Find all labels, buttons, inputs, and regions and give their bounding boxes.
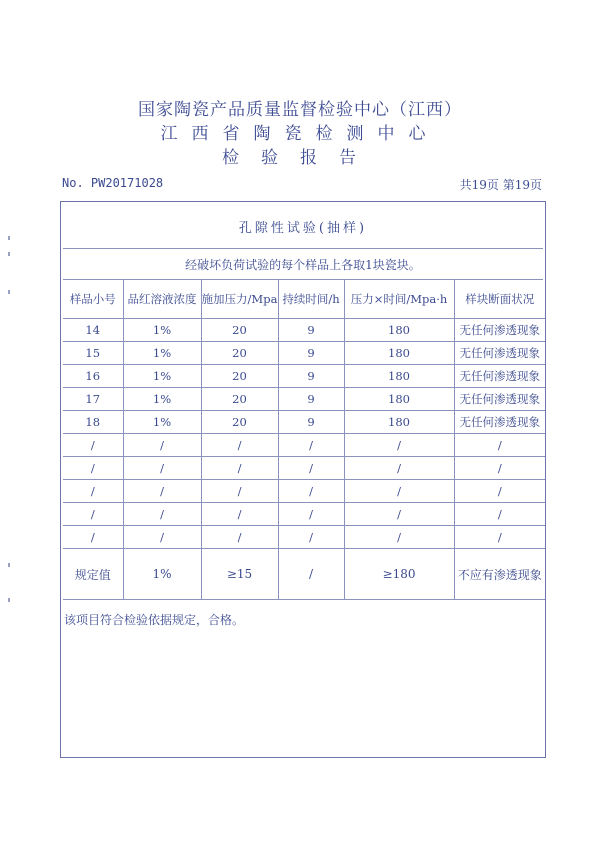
table-row <box>63 526 545 549</box>
report-number: No. PW20171028 <box>62 176 164 190</box>
margin-mark <box>8 563 10 567</box>
test-description: 经破坏负荷试验的每个样品上各取1块瓷块。 <box>63 249 543 280</box>
center-subname: 江西省陶瓷检测中心 <box>160 124 440 144</box>
table-cell: 1% <box>123 411 201 434</box>
table-cell: 无任何渗透现象 <box>454 411 545 434</box>
table-cell: / <box>344 526 454 549</box>
table-header-row <box>63 280 545 319</box>
margin-mark <box>8 290 10 294</box>
column-header: 施加压力/Mpa <box>201 280 278 319</box>
table-cell: 180 <box>344 319 454 342</box>
table-cell: / <box>63 480 123 503</box>
table-cell: 14 <box>63 319 123 342</box>
spec-cell: 1% <box>123 549 201 600</box>
table-cell: / <box>344 503 454 526</box>
table-cell: 1% <box>123 365 201 388</box>
spec-cell: 规定值 <box>63 549 123 600</box>
table-cell: / <box>454 457 545 480</box>
table-row <box>63 503 545 526</box>
table-cell: / <box>123 480 201 503</box>
table-row <box>63 342 545 365</box>
table-cell: 20 <box>201 365 278 388</box>
table-cell: / <box>63 526 123 549</box>
table-cell: / <box>344 434 454 457</box>
table-cell: 1% <box>123 388 201 411</box>
table-cell: 无任何渗透现象 <box>454 342 545 365</box>
column-header: 持续时间/h <box>278 280 344 319</box>
table-cell: / <box>454 526 545 549</box>
table-cell: / <box>278 503 344 526</box>
table-cell: 9 <box>278 388 344 411</box>
spec-cell: ≥15 <box>201 549 278 600</box>
table-cell: / <box>63 434 123 457</box>
table-cell: 15 <box>63 342 123 365</box>
column-header: 压力×时间/Mpa·h <box>344 280 454 319</box>
table-row <box>63 319 545 342</box>
margin-mark <box>8 236 10 240</box>
center-name: 国家陶瓷产品质量监督检验中心（江西） <box>138 100 462 120</box>
table-cell: 20 <box>201 411 278 434</box>
table-cell: / <box>201 480 278 503</box>
table-cell: 20 <box>201 319 278 342</box>
table-cell: / <box>201 457 278 480</box>
table-cell: 9 <box>278 411 344 434</box>
table-cell: 16 <box>63 365 123 388</box>
table-cell: / <box>201 434 278 457</box>
table-cell: 180 <box>344 342 454 365</box>
table-cell: / <box>278 457 344 480</box>
table-row <box>63 388 545 411</box>
table-cell: 无任何渗透现象 <box>454 365 545 388</box>
table-cell: 20 <box>201 342 278 365</box>
table-cell: / <box>278 526 344 549</box>
table-cell: 9 <box>278 365 344 388</box>
table-cell: 1% <box>123 342 201 365</box>
table-cell: / <box>123 457 201 480</box>
table-cell: 无任何渗透现象 <box>454 319 545 342</box>
test-title: 孔隙性试验(抽样) <box>63 204 543 249</box>
table-cell: 9 <box>278 319 344 342</box>
results-table <box>63 280 545 600</box>
spec-cell: / <box>278 549 344 600</box>
table-row <box>63 434 545 457</box>
table-cell: / <box>454 480 545 503</box>
table-cell: / <box>123 503 201 526</box>
report-frame <box>60 201 546 758</box>
table-cell: / <box>278 434 344 457</box>
table-cell: / <box>123 526 201 549</box>
table-cell: 无任何渗透现象 <box>454 388 545 411</box>
table-cell: 180 <box>344 365 454 388</box>
spec-cell: 不应有渗透现象 <box>454 549 545 600</box>
table-cell: / <box>201 503 278 526</box>
table-row <box>63 457 545 480</box>
table-cell: 17 <box>63 388 123 411</box>
margin-mark <box>8 598 10 602</box>
spec-row <box>63 549 545 600</box>
page-info: 共19页 第19页 <box>459 178 542 192</box>
report-title: 检验报告 <box>222 148 378 168</box>
column-header: 品红溶液浓度 <box>123 280 201 319</box>
table-cell: / <box>278 480 344 503</box>
column-header: 样品小号 <box>63 280 123 319</box>
table-cell: / <box>344 480 454 503</box>
table-cell: 180 <box>344 411 454 434</box>
conclusion-text: 该项目符合检验依据规定，合格。 <box>64 613 245 627</box>
table-cell: / <box>123 434 201 457</box>
spec-cell: ≥180 <box>344 549 454 600</box>
table-cell: / <box>201 526 278 549</box>
table-cell: 1% <box>123 319 201 342</box>
table-cell: 20 <box>201 388 278 411</box>
table-cell: 180 <box>344 388 454 411</box>
table-cell: / <box>63 503 123 526</box>
table-cell: / <box>454 503 545 526</box>
margin-mark <box>8 252 10 256</box>
table-row <box>63 480 545 503</box>
table-row <box>63 411 545 434</box>
table-cell: / <box>344 457 454 480</box>
table-row <box>63 365 545 388</box>
table-cell: 18 <box>63 411 123 434</box>
table-cell: / <box>454 434 545 457</box>
column-header: 样块断面状况 <box>454 280 545 319</box>
table-cell: / <box>63 457 123 480</box>
table-cell: 9 <box>278 342 344 365</box>
